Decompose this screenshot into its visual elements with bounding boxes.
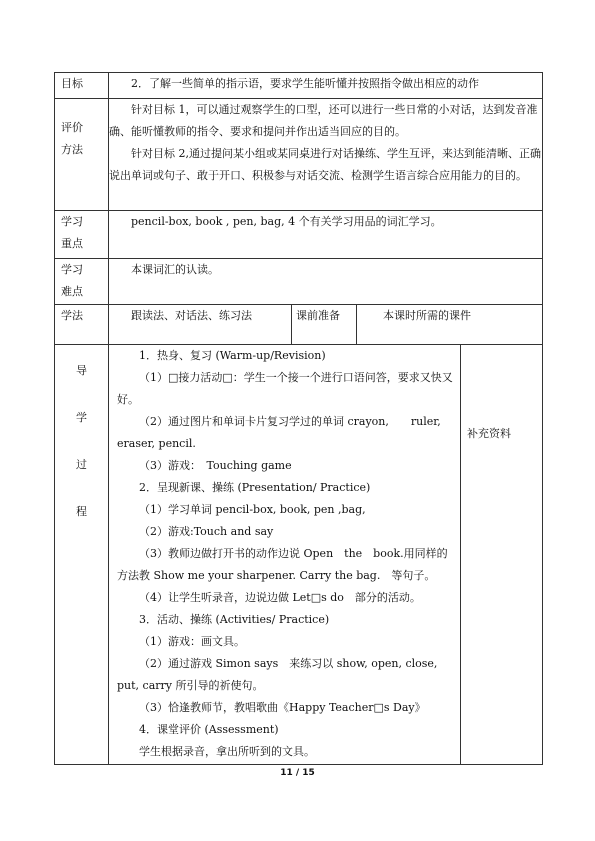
process-line: （2）游戏:Touch and say xyxy=(139,525,274,538)
process-line: （3）游戏： Touching game xyxy=(139,459,292,472)
process-line: （1）□接力活动□：学生一个接一个进行口语问答，要求又快又好。 xyxy=(117,371,453,406)
process-lines xyxy=(117,345,454,763)
focus-label: 学习 重点 xyxy=(55,211,109,259)
process-content xyxy=(109,345,461,765)
difficulty-label: 学习 难点 xyxy=(55,259,109,305)
preparation-value: 本课时所需的课件 xyxy=(357,305,543,345)
preparation-label: 课前准备 xyxy=(292,305,357,345)
focus-text: pencil-box, book , pen, bag, 4 个有关学习用品的词汇学习。 xyxy=(109,211,543,259)
process-line: （1）学习单词 pencil-box, book, pen ,bag, xyxy=(139,503,366,516)
process-line: （2）通过图片和单词卡片复习学过的单词 crayon, ruler, eraser, pencil. xyxy=(117,415,441,450)
difficulty-text: 本课词汇的认读。 xyxy=(109,259,543,305)
method-label: 学法 xyxy=(55,305,109,345)
method-row xyxy=(55,305,543,345)
process-line: 4．课堂评价 (Assessment) xyxy=(139,723,279,736)
process-line: 学生根据录音，拿出所听到的文具。 xyxy=(139,745,315,758)
difficulty-row xyxy=(55,259,543,305)
process-line: （3）教师边做打开书的动作边说 Open the book.用同样的方法教 Show me your sharpener. Carry the bag. 等句子。 xyxy=(117,547,448,582)
process-line: 1．热身、复习 (Warm-up/Revision) xyxy=(139,349,326,362)
process-line: （4）让学生听录音，边说边做 Let□s do 部分的活动。 xyxy=(139,591,421,604)
evaluation-paragraph-2: 针对目标 2,通过提问某小组或某同桌进行对话操练、学生互评，来达到能清晰、正确说出单词或句子、敢于开口、积极参与对话交流、检测学生语言综合应用能力的目的。 xyxy=(109,147,541,182)
process-line: （3）恰逢教师节，教唱歌曲《Happy Teacher□s Day》 xyxy=(139,701,426,714)
evaluation-paragraph-1: 针对目标 1，可以通过观察学生的口型，还可以进行一些日常的小对话，达到发音准确、能听懂教师的指令、要求和提问并作出适当回应的目的。 xyxy=(109,103,538,138)
supplement-column: 补充资料 xyxy=(461,345,543,765)
focus-row xyxy=(55,211,543,259)
goal-label: 目标 xyxy=(55,73,109,99)
evaluation-row xyxy=(55,99,543,211)
page-number: 11 / 15 xyxy=(280,768,315,778)
goal-row xyxy=(55,73,543,99)
lesson-plan-table xyxy=(54,72,543,765)
evaluation-text xyxy=(109,99,543,211)
process-line: 2．呈现新课、操练 (Presentation/ Practice) xyxy=(139,481,371,494)
method-text: 跟读法、对话法、练习法 xyxy=(109,305,292,345)
process-line: 3．活动、操练 (Activities/ Practice) xyxy=(139,613,330,626)
process-line: （1）游戏：画文具。 xyxy=(139,635,245,648)
process-row xyxy=(55,345,543,765)
goal-text: 2．了解一些简单的指示语，要求学生能听懂并按照指令做出相应的动作 xyxy=(109,73,543,99)
process-line: （2）通过游戏 Simon says 来练习以 show, open, close, put, carry 所引导的祈使句。 xyxy=(117,657,438,692)
process-side-label: 导 学 过 程 xyxy=(55,345,109,765)
evaluation-label: 评价 方法 xyxy=(55,99,109,211)
